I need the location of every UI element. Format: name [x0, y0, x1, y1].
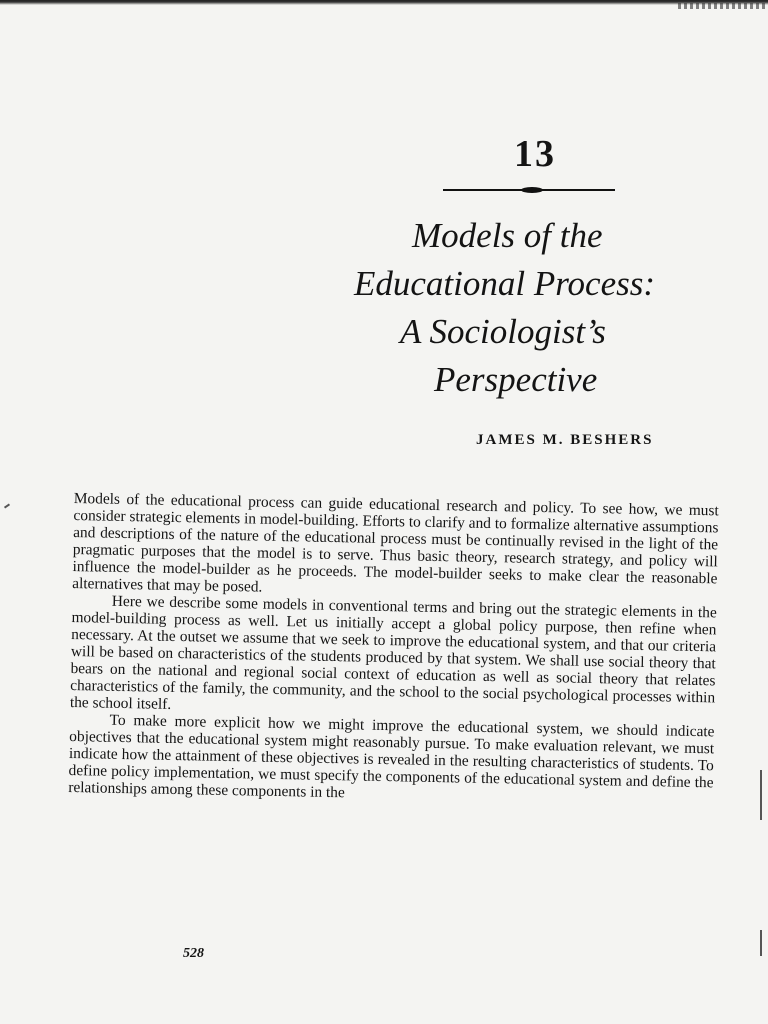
chapter-title — [330, 212, 750, 404]
paragraph: To make more explicit how we might improve the educational system, we should indicate objectives that the educational system might reasonably pursue. To make evaluation relevant, we must indicate how the attainment of these objectives is revealed in the resulting characteristics of students. To define policy implementation, we must specify the components of the educational system and define the relationships among these components in the — [68, 711, 715, 802]
page-top-edge — [0, 0, 768, 10]
margin-mark — [4, 503, 10, 508]
author-name: JAMES M. BESHERS — [476, 432, 654, 448]
chapter-title-line: Models of the — [412, 216, 603, 255]
chapter-title-line: Educational Process: — [354, 264, 656, 303]
page-edge-mark — [760, 770, 762, 820]
body-text — [68, 490, 719, 808]
chapter-title-line: Perspective — [434, 360, 598, 399]
paragraph: Models of the educational process can guide educational research and policy. To see how, we must consider strategic elements in model-building. Efforts to clarify and to formalize alternative assumptions and descriptions of the nature of the educational process must be continually revised in the light of the pragmatic purposes that the model is to serve. Thus basic theory, research strategy, and policy will influence the model-builder as he proceeds. The model-builder seeks to make clear the reasonable alternatives that may be posed. — [72, 490, 719, 596]
page-number: 528 — [183, 946, 204, 961]
chapter-title-line: A Sociologist’s — [400, 312, 606, 351]
chapter-ornament-rule — [443, 189, 615, 191]
paragraph: Here we describe some models in conventional terms and bring out the strategic elements in the model-building process as well. Let us initially accept a global policy purpose, then refine when necessary. At the outset we assume that we seek to improve the educational system, and that our criteria will be based on characteristics of the students produced by that system. We shall use social theory that bears on the national and regional social context of education as well as social theory that relates characteristics of the family, the community, and the school to the social psychological processes within the school itself. — [69, 592, 717, 713]
page-edge-mark — [760, 930, 762, 956]
chapter-number: 13 — [514, 133, 556, 175]
